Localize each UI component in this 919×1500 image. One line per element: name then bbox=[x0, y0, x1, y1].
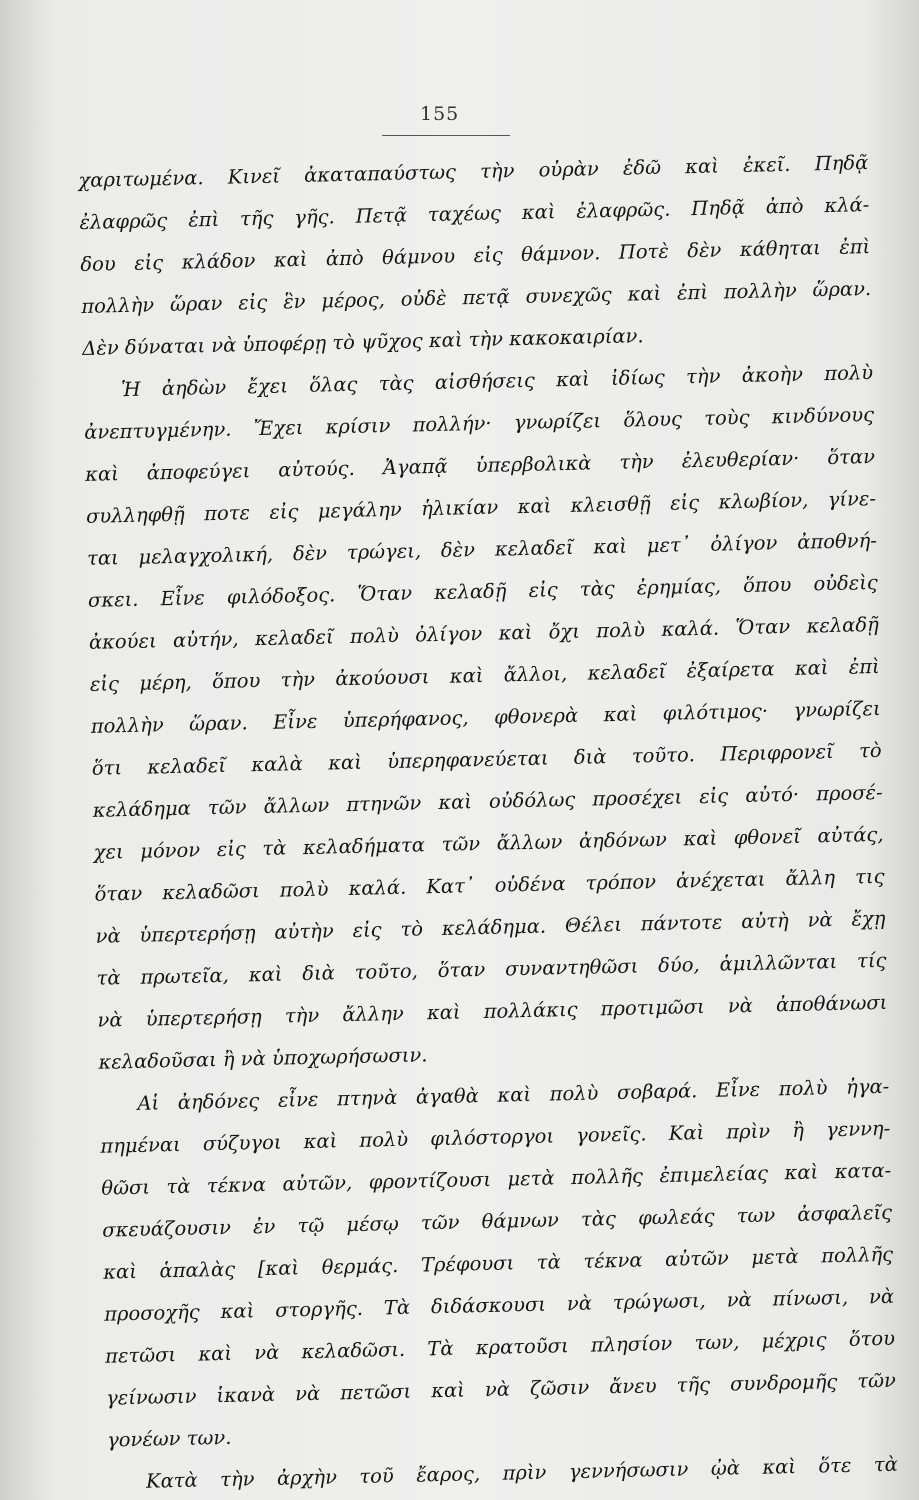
text-line: πετῶσι καὶ νὰ κελαδῶσι. Τὰ κρατοῦσι πλησίον των, μέχρις ὅτου bbox=[104, 1326, 896, 1368]
text-line: σκει. Εἶνε φιλόδοξος. Ὅταν κελαδῇ εἰς τὰς ἐρημίας, ὅπου οὐδεὶς bbox=[87, 570, 879, 612]
text-line: νὰ ὑπερτερήσῃ τὴν ἄλλην καὶ πολλάκις προτιμῶσι νὰ ἀποθάνωσι bbox=[97, 990, 888, 1032]
text-line: τὰ πρωτεῖα, καὶ διὰ τοῦτο, ὅταν συναντηθῶσι δύο, ἁμιλλῶνται τίς bbox=[96, 948, 887, 990]
text-line: Κατὰ τὴν ἀρχὴν τοῦ ἔαρος, πρὶν γεννήσωσιν ᾠὰ καὶ ὅτε τὰ bbox=[145, 1452, 899, 1493]
text-line: νὰ ὑπερτερήσῃ αὐτὴν εἰς τὸ κελάδημα. Θέλει πάντοτε αὐτὴ νὰ ἔχῃ bbox=[95, 906, 886, 948]
text-line: Δὲν δύναται νὰ ὑποφέρῃ τὸ ψῦχος καὶ τὴν κακοκαιρίαν. bbox=[82, 324, 644, 360]
text-line: σκευάζουσιν ἐν τῷ μέσῳ τῶν θάμνων τὰς φωλεάς των ἀσφαλεῖς bbox=[102, 1200, 893, 1242]
text-line: γονέων των. bbox=[106, 1425, 232, 1452]
text-line: πημέναι σύζυγοι καὶ πολὺ φιλόστοργοι γονεῖς. Καὶ πρὶν ἢ γεννη- bbox=[100, 1116, 891, 1158]
text-line: πολλὴν ὥραν εἰς ἓν μέρος, οὐδὲ πετᾷ συνεχῶς καὶ ἐπὶ πολλὴν ὥραν. bbox=[81, 277, 872, 318]
text-line: Ἡ ἀηδὼν ἔχει ὅλας τὰς αἰσθήσεις καὶ ἰδίως τὴν ἀκοὴν πολὺ bbox=[120, 361, 874, 402]
text-line: γείνωσιν ἱκανὰ νὰ πετῶσι καὶ νὰ ζῶσιν ἄνευ τῆς συνδρομῆς τῶν bbox=[105, 1368, 897, 1410]
text-line: ἀκούει αὐτήν, κελαδεῖ πολὺ ὀλίγον καὶ ὄχι πολὺ καλά. Ὅταν κελαδῇ bbox=[88, 612, 880, 654]
text-line: ὅτι κελαδεῖ καλὰ καὶ ὑπερηφανεύεται διὰ τοῦτο. Περιφρονεῖ τὸ bbox=[91, 738, 882, 780]
header-rule bbox=[382, 135, 510, 136]
text-line: Αἱ ἀηδόνες εἶνε πτηνὰ ἀγαθὰ καὶ πολὺ σοβαρά. Εἶνε πολὺ ἠγα- bbox=[137, 1074, 890, 1115]
text-line: κελάδημα τῶν ἄλλων πτηνῶν καὶ οὐδόλως προσέχει εἰς αὐτό· προσέ- bbox=[92, 780, 883, 822]
text-line: ται μελαγχολική, δὲν τρώγει, δὲν κελαδεῖ καὶ μετ᾽ ὀλίγον ἀποθνή- bbox=[86, 528, 878, 570]
text-line: ὅταν κελαδῶσι πολὺ καλά. Κατ᾽ οὐδένα τρόπον ἀνέχεται ἄλλη τις bbox=[94, 864, 885, 906]
page-number: 155 bbox=[420, 103, 460, 125]
text-line: χει μόνον εἰς τὰ κελαδήματα τῶν ἄλλων ἀηδόνων καὶ φθονεῖ αὐτάς, bbox=[93, 822, 884, 864]
text-line: ἀνεπτυγμένην. Ἔχει κρίσιν πολλήν· γνωρίζει ὅλους τοὺς κινδύνους bbox=[83, 403, 875, 444]
text-line: πολλὴν ὥραν. Εἶνε ὑπερήφανος, φθονερὰ καὶ φιλότιμος· γνωρίζει bbox=[90, 696, 881, 738]
text-line: καὶ ἀποφεύγει αὐτούς. Ἀγαπᾷ ὑπερβολικὰ τὴν ἐλευθερίαν· ὅταν bbox=[84, 444, 876, 486]
text-line: καὶ ἁπαλὰς [καὶ θερμάς. Τρέφουσι τὰ τέκνα αὐτῶν μετὰ πολλῆς bbox=[102, 1242, 894, 1284]
text-line: εἰς μέρη, ὅπου τὴν ἀκούουσι καὶ ἄλλοι, κελαδεῖ ἐξαίρετα καὶ ἐπὶ bbox=[89, 654, 880, 696]
text-line: συλληφθῇ ποτε εἰς μεγάλην ἡλικίαν καὶ κλεισθῇ εἰς κλωβίον, γίνε- bbox=[85, 486, 877, 528]
text-line: ἐλαφρῶς ἐπὶ τῆς γῆς. Πετᾷ ταχέως καὶ ἐλαφρῶς. Πηδᾷ ἀπὸ κλά- bbox=[79, 193, 870, 234]
body-text bbox=[78, 142, 898, 1500]
text-line: δου εἰς κλάδον καὶ ἀπὸ θάμνου εἰς θάμνον. Ποτὲ δὲν κάθηται ἐπὶ bbox=[80, 235, 871, 276]
text-line: προσοχῆς καὶ στοργῆς. Τὰ διδάσκουσι νὰ τρώγωσι, νὰ πίνωσι, νὰ bbox=[103, 1284, 895, 1326]
text-line: θῶσι τὰ τέκνα αὐτῶν, φροντίζουσι μετὰ πολλῆς ἐπιμελείας καὶ κατα- bbox=[101, 1158, 892, 1200]
text-line: κελαδοῦσαι ἢ νὰ ὑποχωρήσωσιν. bbox=[98, 1043, 428, 1074]
text-line: χαριτωμένα. Κινεῖ ἀκαταπαύστως τὴν οὐρὰν ἐδῶ καὶ ἐκεῖ. Πηδᾷ bbox=[78, 151, 869, 192]
